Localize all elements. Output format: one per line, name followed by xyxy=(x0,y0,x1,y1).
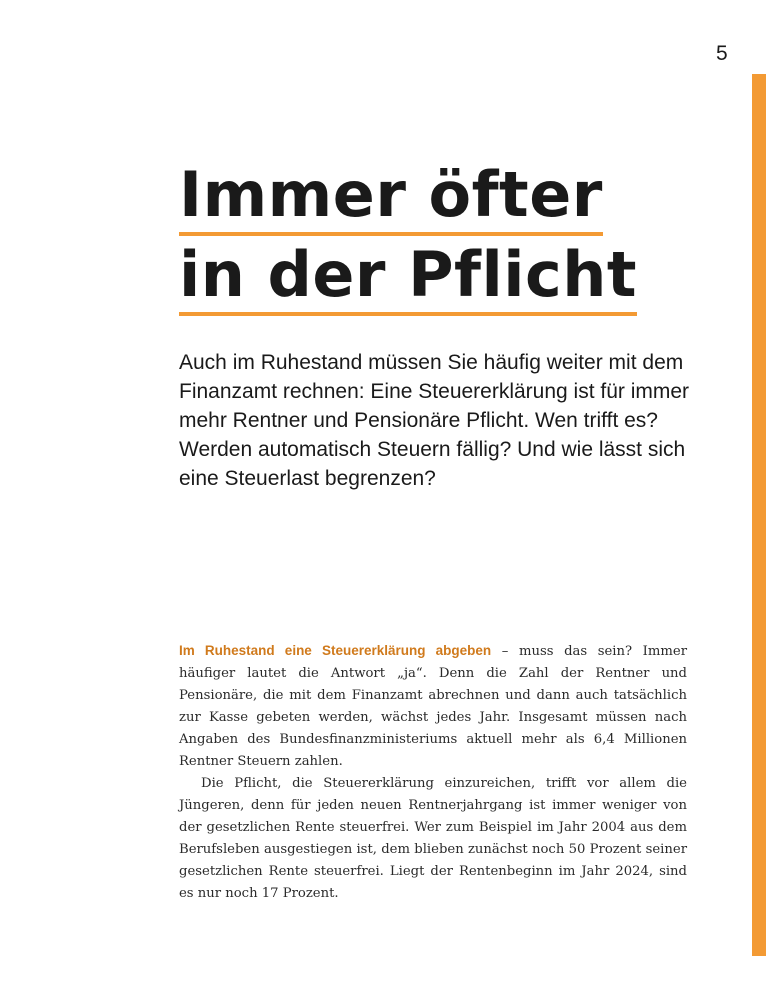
chapter-title-line-2: in der Pflicht xyxy=(179,240,637,316)
accent-side-bar xyxy=(752,74,766,956)
body-paragraph-1-text: – muss das sein? Immer häufiger lautet die Antwort „ja“. Denn die Zahl der Rentner und Pensionäre, die mit dem Finanzamt abrechnen und dann auch tatsächlich zur Kasse gebeten werden, wächst jedes Jahr. Insgesamt müssen nach Angaben des Bundesfinanzministeriums aktuell mehr als 6,4 Millionen Rentner Steuern zahlen. xyxy=(179,644,687,769)
page-number: 5 xyxy=(716,42,728,65)
body-paragraph-2: Die Pflicht, die Steuererklärung einzureichen, trifft vor allem die Jüngeren, denn für jeden neuen Rentnerjahrgang ist immer weniger von der gesetzlichen Rente steuerfrei. Wer zum Beispiel im Jahr 2004 aus dem Berufsleben ausgestiegen ist, dem blieben zunächst noch 50 Prozent seiner gesetzlichen Rente steuerfrei. Liegt der Rentenbeginn im Jahr 2024, sind es nur noch 17 Prozent. xyxy=(179,776,687,901)
chapter-title-line-1: Immer öfter xyxy=(179,160,603,236)
body-text xyxy=(179,640,687,905)
lead-in-heading: Im Ruhestand eine Steuererklärung abgeben xyxy=(179,643,492,658)
chapter-title xyxy=(179,160,637,316)
body-paragraph-1 xyxy=(179,640,687,773)
intro-paragraph: Auch im Ruhestand müssen Sie häufig weiter mit dem Finanzamt rechnen: Eine Steuererklärung ist für immer mehr Rentner und Pensionäre Pflicht. Wen trifft es? Werden automatisch Steuern fällig? Und wie lässt sich eine Steuerlast begrenzen? xyxy=(179,351,690,490)
